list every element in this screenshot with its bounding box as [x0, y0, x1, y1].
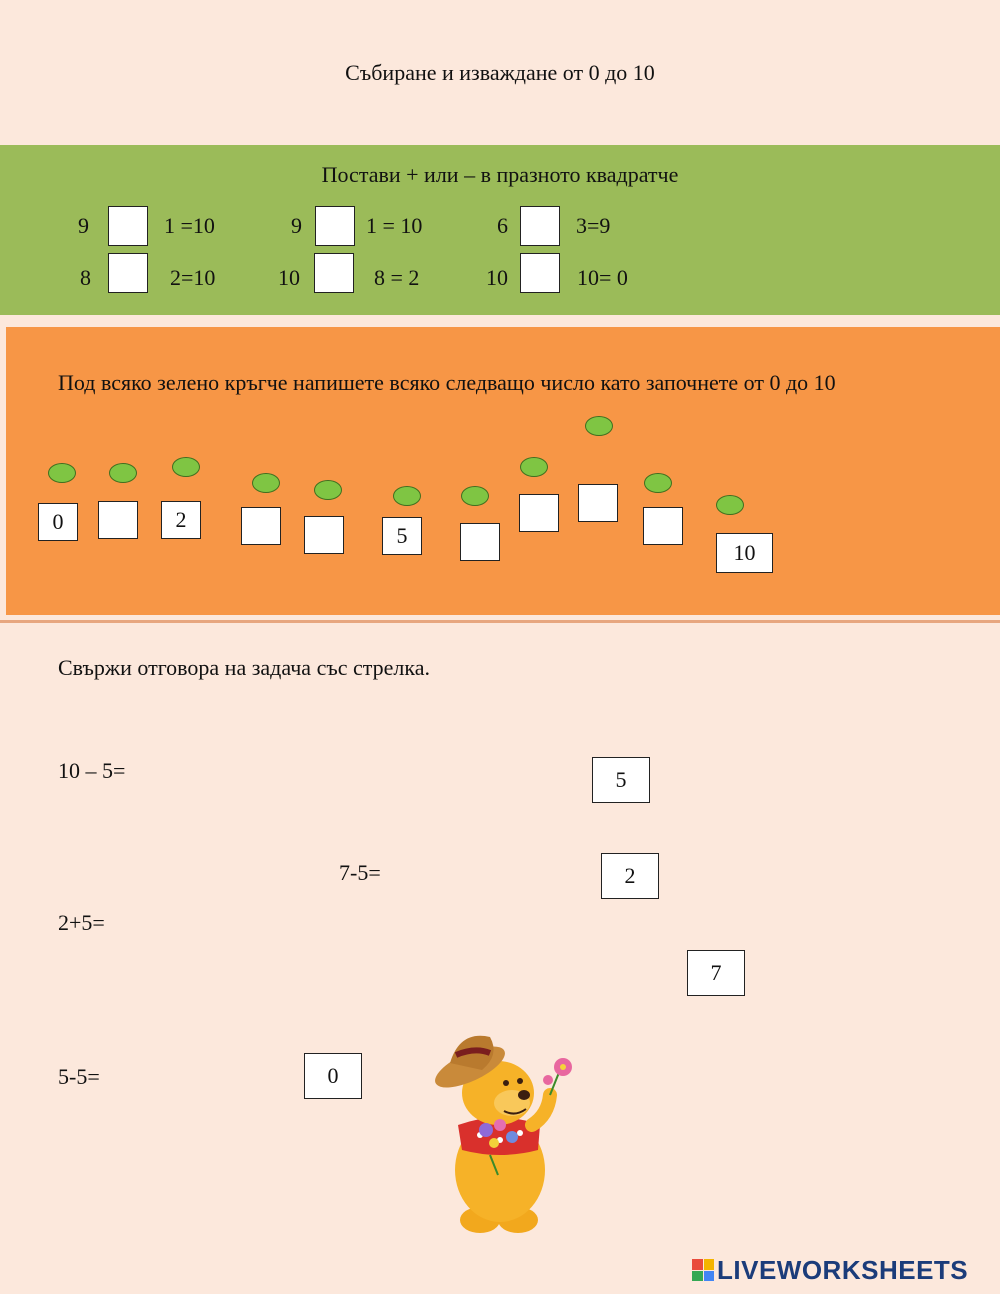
- number-box-4[interactable]: [241, 507, 281, 545]
- operator-input-3[interactable]: [520, 206, 560, 246]
- page-title: Събиране и изваждане от 0 до 10: [345, 60, 655, 85]
- green-circle-5: [314, 480, 342, 500]
- answer-box-4[interactable]: 0: [304, 1053, 362, 1099]
- operator-input-5[interactable]: [314, 253, 354, 293]
- section-divider: [0, 620, 1000, 623]
- eq-1-right: 1 =10: [164, 213, 215, 238]
- number-box-11: 10: [716, 533, 773, 573]
- green-circle-9: [585, 416, 613, 436]
- green-circle-7: [461, 486, 489, 506]
- eq-5-right: 8 = 2: [374, 265, 420, 290]
- eq-2-right-text: 1 = 10: [366, 213, 423, 238]
- task-4[interactable]: 5-5=: [58, 1064, 100, 1089]
- logo-mark-icon: [692, 1259, 714, 1281]
- answer-box-2[interactable]: 2: [601, 853, 659, 899]
- number-box-10[interactable]: [643, 507, 683, 545]
- eq-3-right: 3=9: [576, 213, 611, 238]
- eq-4-left: 8: [80, 265, 91, 290]
- section1-instruction: Постави + или – в празното квадратче: [321, 162, 679, 187]
- answer-box-3[interactable]: 7: [687, 950, 745, 996]
- eq-6-left: 10: [486, 265, 508, 290]
- number-box-6: 5: [382, 517, 422, 555]
- eq-2-left: 9: [291, 213, 302, 238]
- green-circle-3: [172, 457, 200, 477]
- answer-box-1[interactable]: 5: [592, 757, 650, 803]
- number-box-8[interactable]: [519, 494, 559, 532]
- green-circle-6: [393, 486, 421, 506]
- green-circle-1: [48, 463, 76, 483]
- eq-6-right: 10= 0: [577, 265, 628, 290]
- number-box-3: 2: [161, 501, 201, 539]
- logo-text: LIVEWORKSHEETS: [717, 1254, 969, 1285]
- task-2[interactable]: 7-5=: [339, 860, 381, 885]
- bear-illustration: [420, 1025, 585, 1240]
- number-box-5[interactable]: [304, 516, 344, 554]
- green-circle-2: [109, 463, 137, 483]
- operator-input-2[interactable]: [315, 206, 355, 246]
- eq-5-left: 10: [278, 265, 300, 290]
- section3-instruction: Свържи отговора на задача със стрелка.: [58, 655, 430, 680]
- number-box-2[interactable]: [98, 501, 138, 539]
- liveworksheets-logo: [692, 1255, 968, 1285]
- eq-1-left: 9: [78, 213, 89, 238]
- green-circle-4: [252, 473, 280, 493]
- operator-input-1[interactable]: [108, 206, 148, 246]
- section2-instruction: Под всяко зелено кръгче напишете всяко следващо число като започнете от 0 до 10: [58, 370, 836, 395]
- task-1[interactable]: 10 – 5=: [58, 758, 126, 783]
- green-circle-11: [716, 495, 744, 515]
- green-circle-10: [644, 473, 672, 493]
- eq-3-left: 6: [497, 213, 508, 238]
- number-box-1: 0: [38, 503, 78, 541]
- eq-4-right: 2=10: [170, 265, 216, 290]
- task-3[interactable]: 2+5=: [58, 910, 105, 935]
- operator-input-6[interactable]: [520, 253, 560, 293]
- number-box-7[interactable]: [460, 523, 500, 561]
- number-box-9[interactable]: [578, 484, 618, 522]
- operator-input-4[interactable]: [108, 253, 148, 293]
- green-circle-8: [520, 457, 548, 477]
